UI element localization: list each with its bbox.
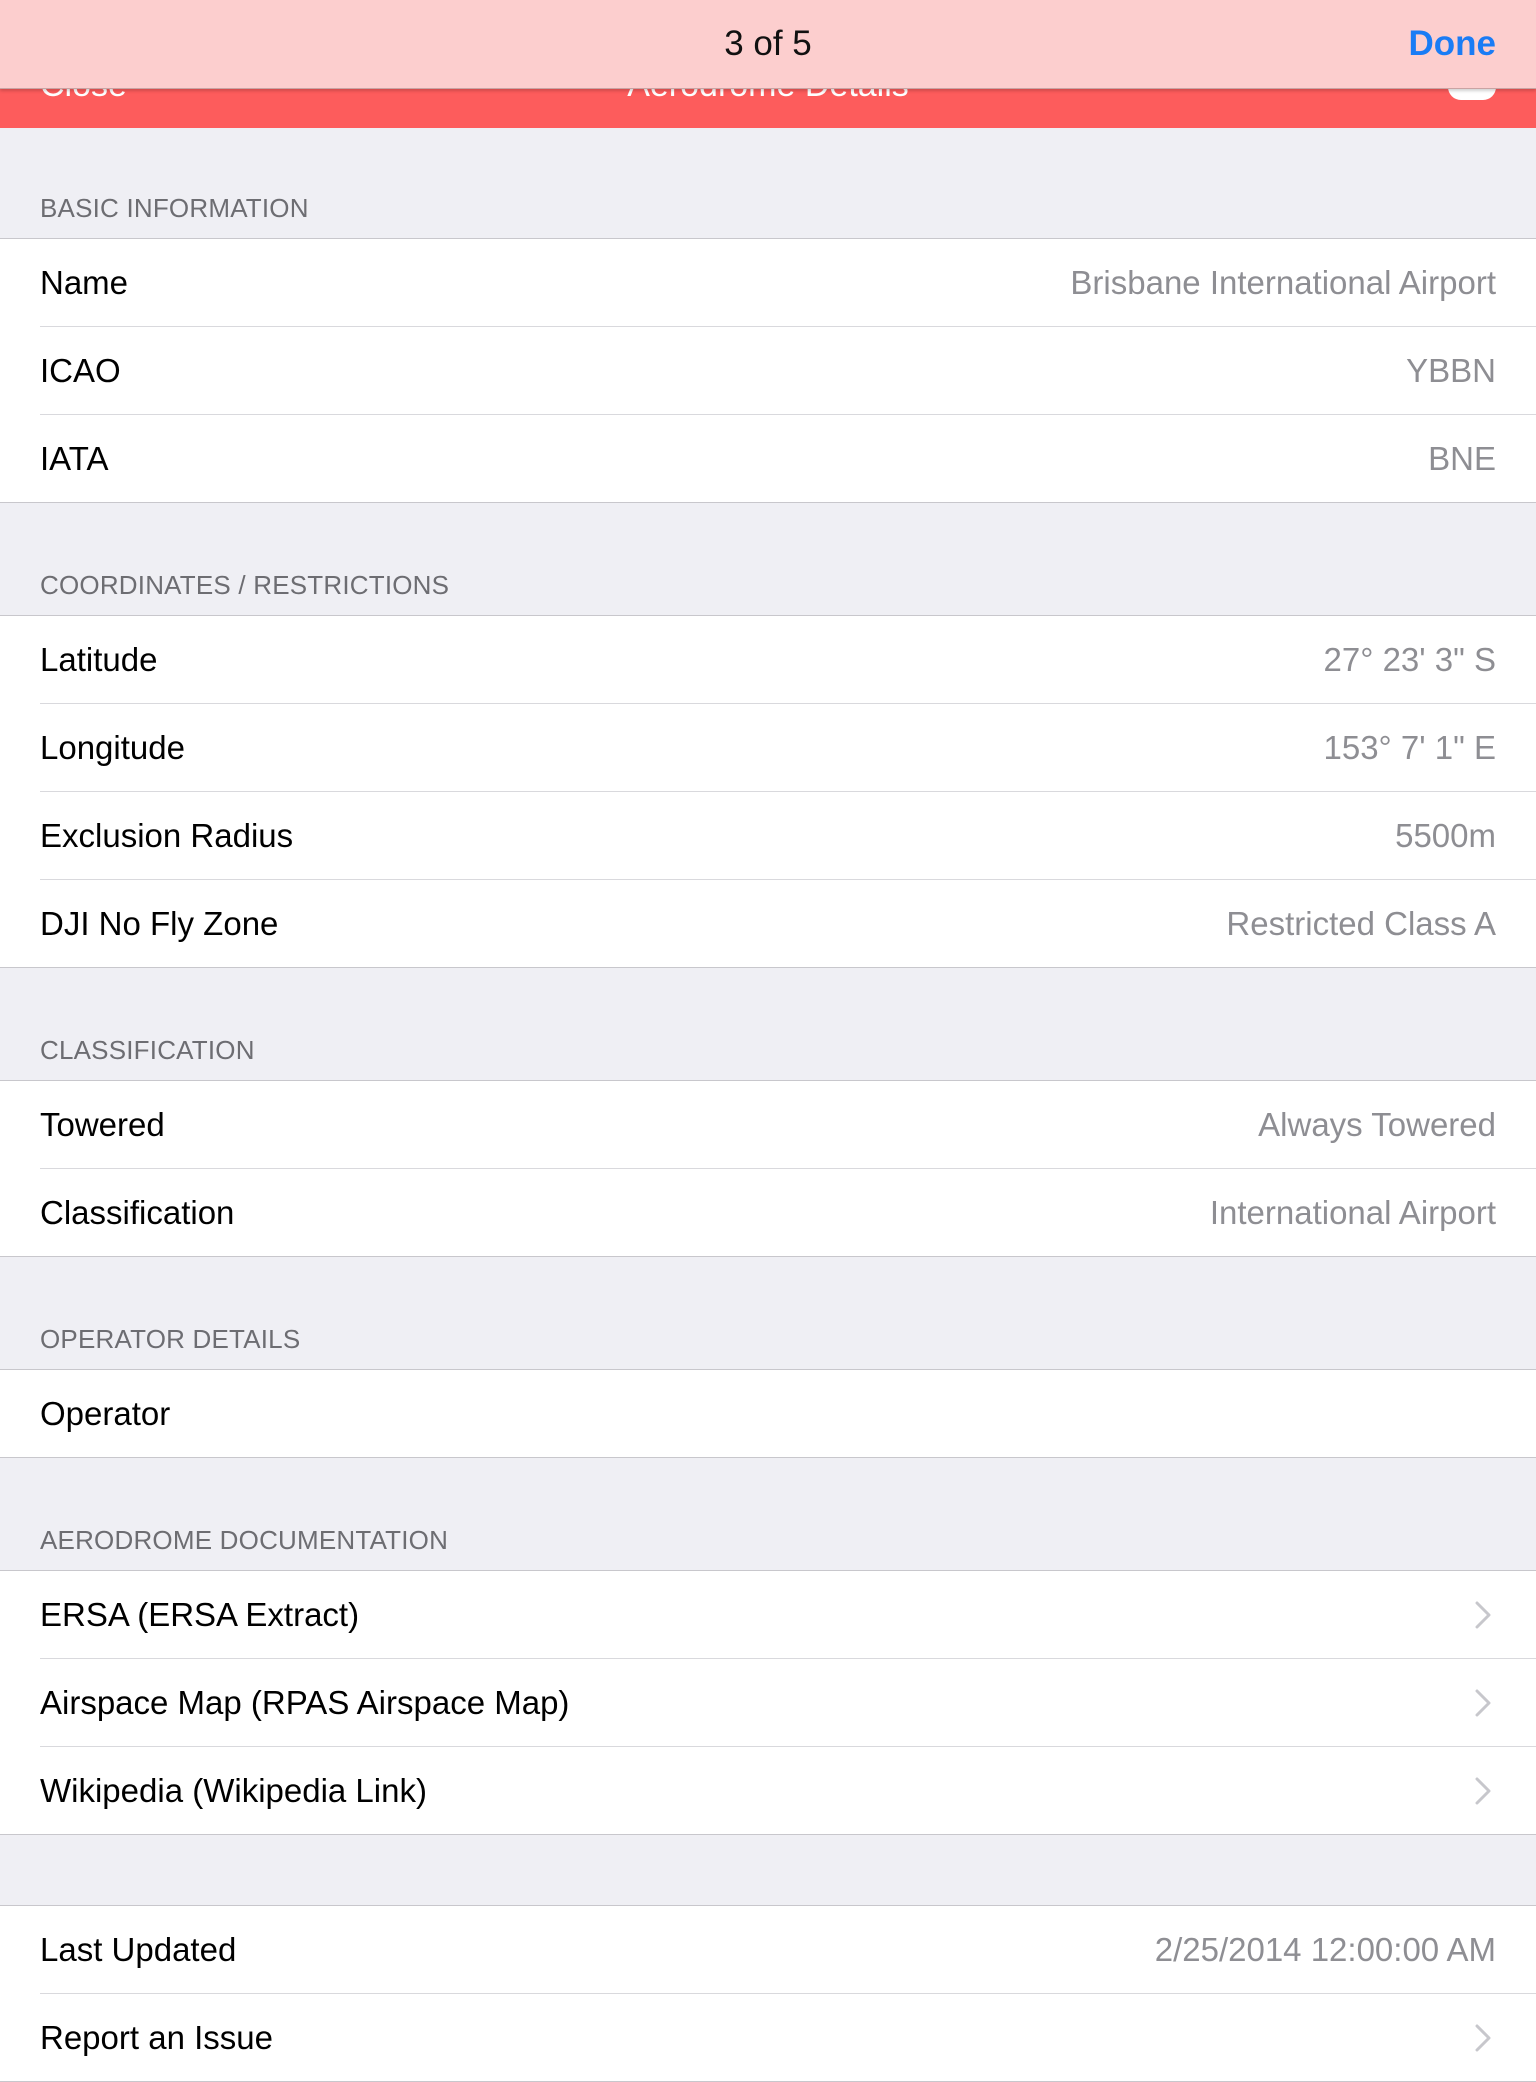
details-table <box>0 128 1536 2082</box>
row-label: ICAO <box>40 351 121 389</box>
chevron-right-icon <box>1470 1775 1496 1807</box>
row-value: YBBN <box>1406 351 1496 389</box>
row-label: Towered <box>40 1105 165 1143</box>
group-aerodrome-documentation <box>0 1570 1536 1835</box>
row-label: Report an Issue <box>40 2018 273 2056</box>
row-label: Latitude <box>40 640 158 678</box>
row-wikipedia-link[interactable] <box>40 1747 1536 1834</box>
chevron-right-icon <box>1470 1599 1496 1631</box>
row-icao <box>40 327 1536 415</box>
group-footer <box>0 1905 1536 2082</box>
section-header-coordinates: COORDINATES / RESTRICTIONS <box>40 570 450 600</box>
group-basic-information <box>0 238 1536 503</box>
row-report-issue[interactable] <box>40 1994 1536 2081</box>
row-label: Name <box>40 263 129 301</box>
row-value: Always Towered <box>1258 1105 1496 1143</box>
row-value: Brisbane International Airport <box>1070 263 1496 301</box>
row-label: DJI No Fly Zone <box>40 904 279 942</box>
row-label: Longitude <box>40 728 185 766</box>
row-latitude <box>40 616 1536 704</box>
row-value: 2/25/2014 12:00:00 AM <box>1154 1930 1496 1968</box>
row-value: BNE <box>1428 439 1496 477</box>
row-iata <box>40 415 1536 502</box>
row-exclusion-radius <box>40 792 1536 880</box>
row-label: Operator <box>40 1394 171 1432</box>
row-towered <box>40 1081 1536 1169</box>
row-label: Exclusion Radius <box>40 816 294 854</box>
chevron-right-icon <box>1470 1687 1496 1719</box>
section-spacer <box>0 1835 1536 1905</box>
group-operator-details <box>0 1369 1536 1458</box>
pager-bar <box>0 0 1536 89</box>
row-last-updated <box>40 1906 1536 1994</box>
group-coordinates <box>0 615 1536 968</box>
row-value: International Airport <box>1209 1193 1496 1231</box>
chevron-right-icon <box>1470 2022 1496 2054</box>
row-classification <box>40 1169 1536 1256</box>
row-label: Airspace Map (RPAS Airspace Map) <box>40 1683 570 1721</box>
section-header-classification: CLASSIFICATION <box>40 1035 255 1065</box>
section-header-aerodrome-documentation: AERODROME DOCUMENTATION <box>40 1525 449 1555</box>
done-button[interactable]: Done <box>1408 24 1496 63</box>
row-operator <box>40 1370 1536 1457</box>
row-value: 5500m <box>1395 816 1496 854</box>
row-label: Wikipedia (Wikipedia Link) <box>40 1771 427 1809</box>
row-name <box>40 239 1536 327</box>
row-dji-no-fly-zone <box>40 880 1536 967</box>
page-indicator: 3 of 5 <box>724 24 812 63</box>
row-label: Classification <box>40 1193 235 1231</box>
row-value: 153° 7' 1" E <box>1323 728 1496 766</box>
group-classification <box>0 1080 1536 1257</box>
row-value: 27° 23' 3" S <box>1323 640 1496 678</box>
section-header-basic-information: BASIC INFORMATION <box>40 193 309 223</box>
row-label: ERSA (ERSA Extract) <box>40 1595 360 1633</box>
row-longitude <box>40 704 1536 792</box>
row-value: Restricted Class A <box>1226 904 1496 942</box>
row-airspace-map-link[interactable] <box>40 1659 1536 1747</box>
row-label: Last Updated <box>40 1930 237 1968</box>
row-label: IATA <box>40 439 109 477</box>
section-header-operator-details: OPERATOR DETAILS <box>40 1324 301 1354</box>
row-ersa-link[interactable] <box>40 1571 1536 1659</box>
